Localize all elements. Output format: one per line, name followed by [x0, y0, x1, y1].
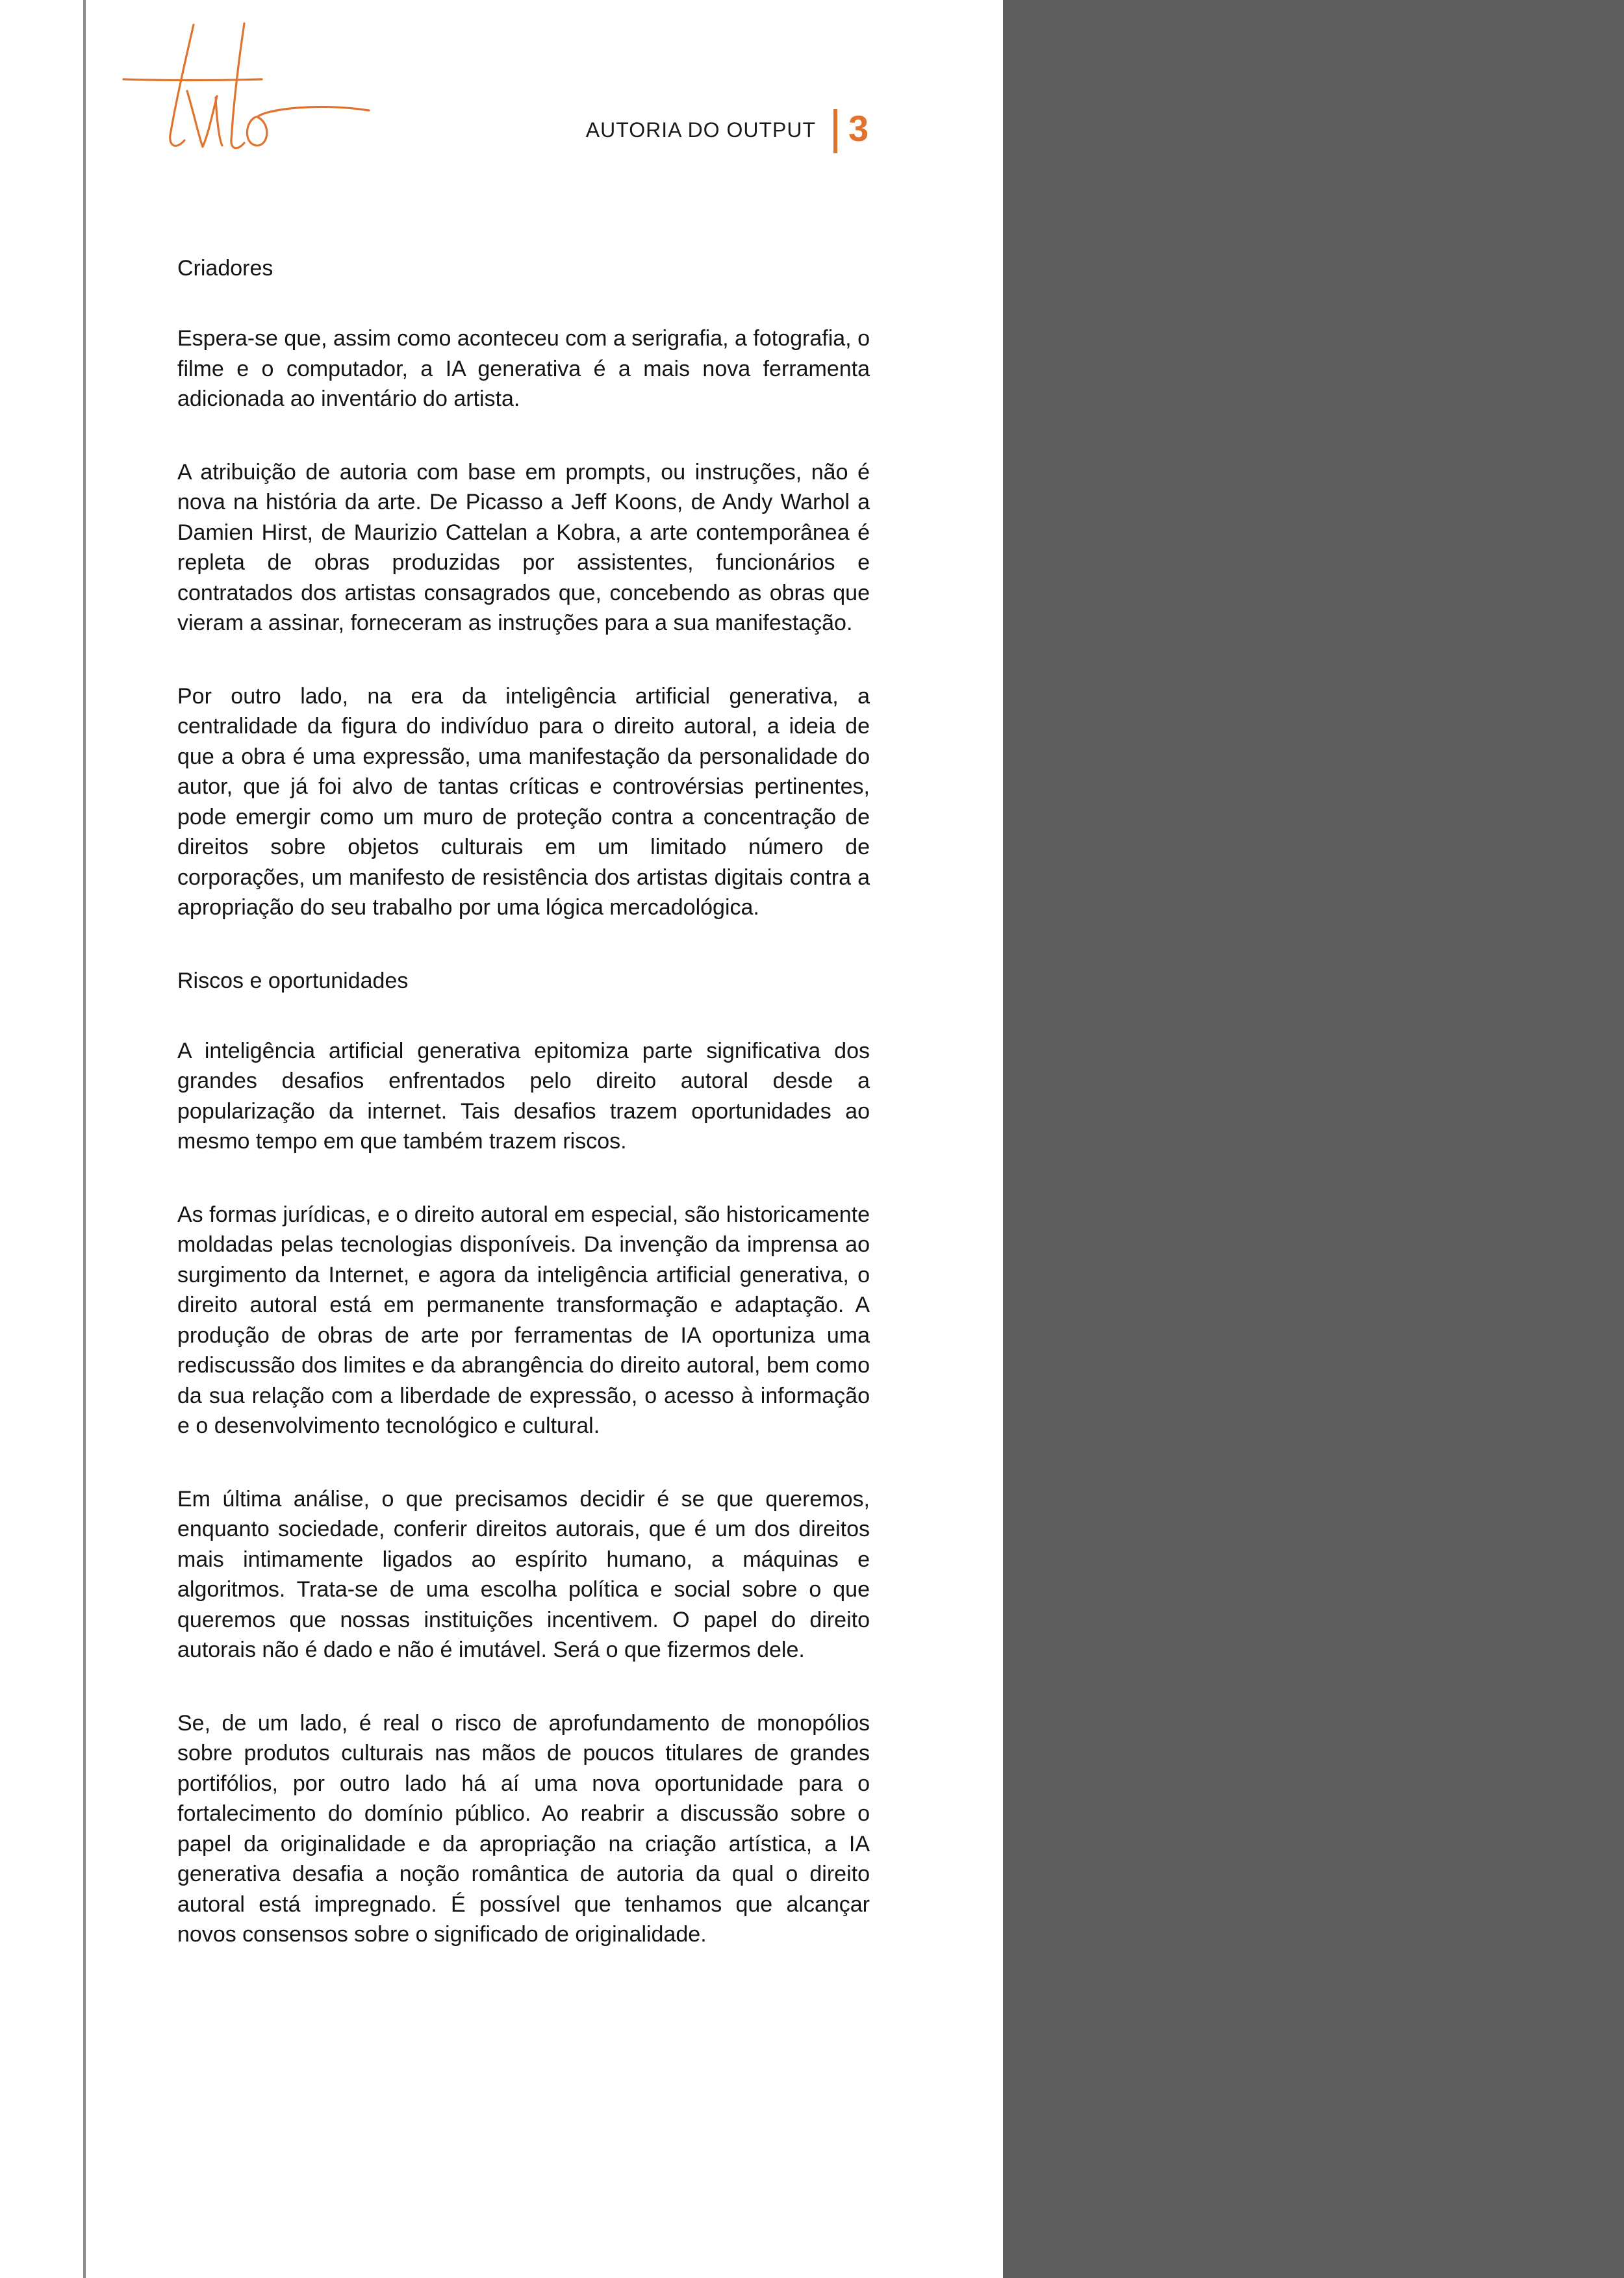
paragraph: Em última análise, o que precisamos decidir é se que queremos, enquanto sociedade, conferir direitos autorais, que é um dos direitos mais intimamente ligados ao espírito humano, a máquinas e algoritmos. Trata-se de uma escolha política e social sobre o que queremos que nossas instituições incentivem. O papel do direito autorais não é dado e não é imutável. Será o que fizermos dele. [177, 1486, 870, 1662]
header-divider [833, 109, 837, 153]
paragraph: As formas jurídicas, e o direito autoral em especial, são historicamente moldadas pelas tecnologias disponíveis. Da invenção da imprensa ao surgimento da Internet, e agora da inteligência artificial generativa, o direito autoral está em permanente transformação e adaptação. A produção de obras de arte por ferramentas de IA oportuniza uma rediscussão dos limites e da abrangência do direito autoral, bem como da sua relação com a liberdade de expressão, o acesso à informação e o desenvolvimento tecnológico e cultural. [177, 1202, 870, 1438]
paragraph: A atribuição de autoria com base em prompts, ou instruções, não é nova na história da arte. De Picasso a Jeff Koons, de Andy Warhol a Damien Hirst, de Maurizio Cattelan a Kobra, a arte contemporânea é repleta de obras produzidas por assistentes, funcionários e contratados dos artistas consagrados que, concebendo as obras que vieram a assinar, forneceram as instruções para a sua manifestação. [177, 459, 870, 635]
left-margin-rule [83, 0, 86, 2278]
gray-side-panel [1003, 0, 1624, 2278]
section-label: AUTORIA DO OUTPUT [585, 118, 816, 142]
document-body [177, 253, 870, 1993]
paragraph: A inteligência artificial generativa epitomiza parte significativa dos grandes desafios enfrentados pelo direito autoral desde a popularização da internet. Tais desafios trazem oportunidades ao mesmo tempo em que também trazem riscos. [177, 1038, 870, 1154]
page-number: 3 [848, 108, 869, 149]
paragraph: Se, de um lado, é real o risco de aprofundamento de monopólios sobre produtos culturais nas mãos de poucos titulares de grandes portifólios, por outro lado há aí uma nova oportunidade para o fortalecimento do domínio público. Ao reabrir a discussão sobre o papel da originalidade e da apropriação na criação artística, a IA generativa desafia a noção romântica de autoria da qual o direito autoral está impregnado. É possível que tenhamos que alcançar novos consensos sobre o significado de originalidade. [177, 1710, 870, 1947]
section-heading-criadores: Criadores [177, 256, 273, 281]
paragraph: Por outro lado, na era da inteligência artificial generativa, a centralidade da figura do indivíduo para o direito autoral, a ideia de que a obra é uma expressão, uma manifestação da personalidade do autor, que já foi alvo de tantas críticas e controvérsias pertinentes, pode emergir como um muro de proteção contra a concentração de direitos sobre objetos culturais em um limitado número de corporações, um manifesto de resistência dos artistas digitais contra a apropriação do seu trabalho por uma lógica mercadológica. [177, 683, 870, 920]
paragraph: Espera-se que, assim como aconteceu com a serigrafia, a fotografia, o filme e o computador, a IA generativa é a mais nova ferramenta adicionada ao inventário do artista. [177, 326, 870, 411]
tato-logo [122, 19, 382, 162]
section-heading-riscos: Riscos e oportunidades [177, 968, 409, 993]
